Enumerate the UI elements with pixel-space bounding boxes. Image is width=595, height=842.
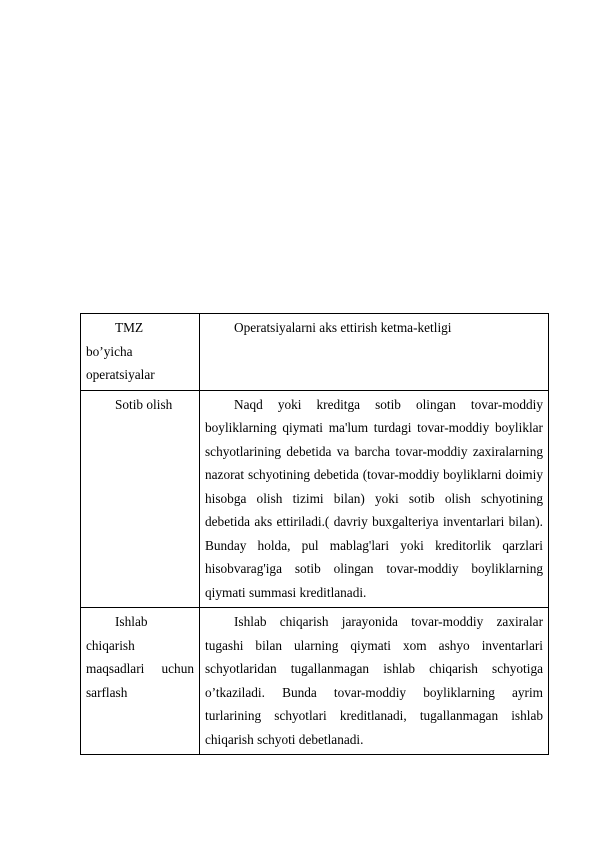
- row-text-cell: [200, 390, 549, 608]
- row-label-cell: [81, 390, 200, 608]
- row-label: Ishlab chiqarish maqsadlari uchun sarflash: [86, 614, 194, 700]
- table-row: [81, 390, 549, 608]
- header-label-sequence: Operatsiyalarni aks ettirish ketma-ketligi: [234, 320, 452, 335]
- row-text: Naqd yoki kreditga sotib olingan tovar-moddiy boyliklarning qiymati ma'lum turdagi tovar-moddiy boyliklar schyotlarining debetida va barcha tovar-moddiy zaxiralarning nazorat schyotining debetida (tovar-moddiy boyliklarni doimiy hisobga olish tizimi bilan) yoki sotib olish schyotining debetida aks ettiriladi.( davriy buxgalteriya inventarlari bilan). Bunday holda, pul mablag'lari yoki kreditorlik qarzlari hisobvarag'iga sotib olingan tovar-moddiy boyliklarning qiymati summasi kreditlanadi.: [205, 396, 543, 600]
- table-header-row: [81, 314, 549, 391]
- row-label-cell: [81, 608, 200, 755]
- table-row: [81, 608, 549, 755]
- header-cell-operations: [81, 314, 200, 391]
- row-label: Sotib olish: [115, 396, 173, 412]
- row-text-cell: [200, 608, 549, 755]
- header-cell-sequence: [200, 314, 549, 391]
- tmz-operations-table: [80, 313, 549, 755]
- row-text: Ishlab chiqarish jarayonida tovar-moddiy zaxiralar tugashi bilan ularning qiymati xom ashyo inventarlari schyotlaridan tugallanmagan ishlab chiqarish schyotiga o’tkaziladi. Bunda tovar-moddiy boyliklarning ayrim turlarining schyotlari kreditlanadi, tugallanmagan ishlab chiqarish schyoti debetlanadi.: [205, 614, 543, 747]
- header-label-operations: TMZ bo’yicha operatsiyalar: [86, 320, 155, 382]
